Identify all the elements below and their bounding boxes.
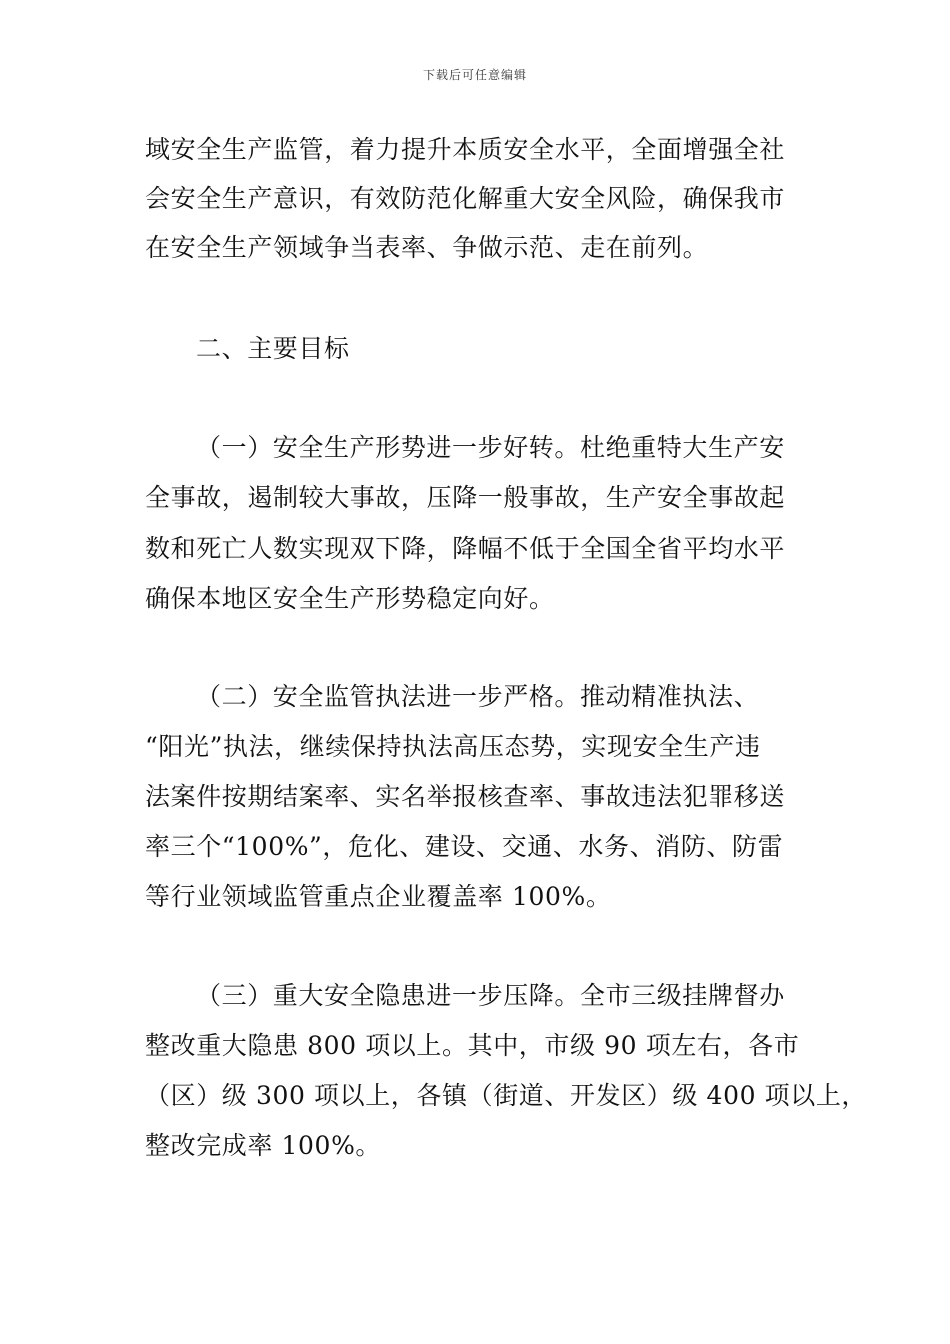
paragraph-line: （二）安全监管执法进一步严格。推动精准执法、 — [196, 682, 760, 711]
paragraph-line: 整改重大隐患 800 项以上。其中，市级 90 项左右，各市 — [145, 1031, 800, 1060]
paragraph-line: （一）安全生产形势进一步好转。杜绝重特大生产安 — [196, 433, 785, 462]
paragraph-line: （区）级 300 项以上，各镇（街道、开发区）级 400 项以上， — [145, 1081, 868, 1110]
paragraph-line: 整改完成率 100%。 — [145, 1131, 382, 1160]
paragraph-line: 会安全生产意识，有效防范化解重大安全风险，确保我市 — [145, 184, 786, 213]
paragraph-line: 在安全生产领域争当表率、争做示范、走在前列。 — [145, 233, 709, 262]
paragraph-line: 法案件按期结案率、实名举报核查率、事故违法犯罪移送 — [145, 782, 786, 811]
paragraph-line: 等行业领域监管重点企业覆盖率 100%。 — [145, 882, 612, 911]
paragraph-line: 率三个“100%”，危化、建设、交通、水务、消防、防雷 — [145, 832, 784, 861]
paragraph-line: 域安全生产监管，着力提升本质安全水平，全面增强全社 — [145, 135, 786, 164]
section-heading-text: 二、主要目标 — [196, 334, 350, 363]
paragraph-line: 数和死亡人数实现双下降，降幅不低于全国全省平均水平 — [145, 534, 786, 563]
paragraph-line: “阳光”执法，继续保持执法高压态势，实现安全生产违 — [145, 732, 761, 761]
paragraph-line: 全事故，遏制较大事故，压降一般事故，生产安全事故起 — [145, 483, 786, 512]
header-note: 下载后可任意编辑 — [422, 68, 527, 82]
paragraph-line: （三）重大安全隐患进一步压降。全市三级挂牌督办 — [196, 981, 785, 1010]
paragraph-line: 确保本地区安全生产形势稳定向好。 — [145, 584, 555, 613]
